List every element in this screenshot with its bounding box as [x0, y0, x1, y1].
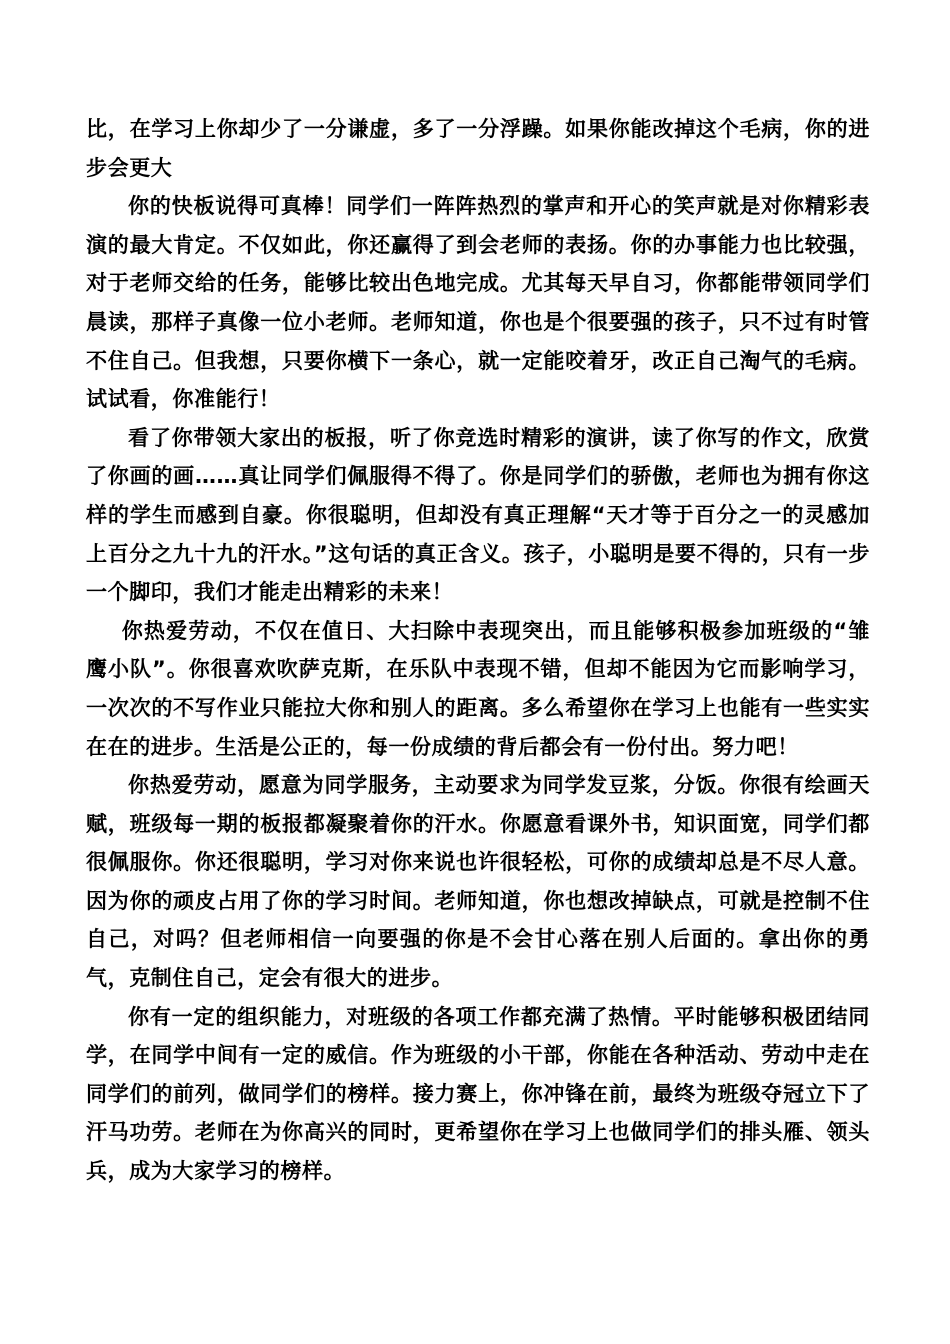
document-body [86, 110, 870, 1191]
paragraph-3: 看了你带领大家出的板报，听了你竞选时精彩的演讲，读了你写的作文，欣赏了你画的画……真让同学们佩服得不得了。你是同学们的骄傲，老师也为拥有你这样的学生而感到自豪。你很聪明，但却没有真正理解“天才等于百分之一的灵感加上百分之九十九的汗水。”这句话的真正含义。孩子，小聪明是要不得的，只有一步一个脚印，我们才能走出精彩的未来！ [86, 425, 870, 605]
paragraph-2: 你的快板说得可真棒！同学们一阵阵热烈的掌声和开心的笑声就是对你精彩表演的最大肯定。不仅如此，你还赢得了到会老师的表扬。你的办事能力也比较强，对于老师交给的任务，能够比较出色地完成。尤其每天早自习，你都能带领同学们晨读，那样子真像一位小老师。老师知道，你也是个很要强的孩子，只不过有时管不住自己。但我想，只要你横下一条心，就一定能咬着牙，改正自己淘气的毛病。试试看，你准能行！ [86, 194, 870, 412]
paragraph-5: 你热爱劳动，愿意为同学服务，主动要求为同学发豆浆，分饭。你很有绘画天赋，班级每一期的板报都凝聚着你的汗水。你愿意看课外书，知识面宽，同学们都很佩服你。你还很聪明，学习对你来说也许很轻松，可你的成绩却总是不尽人意。因为你的顽皮占用了你的学习时间。老师知道，你也想改掉缺点，可就是控制不住自己，对吗？但老师相信一向要强的你是不会甘心落在别人后面的。拿出你的勇气，克制住自己，定会有很大的进步。 [86, 773, 870, 991]
paragraph-6: 你有一定的组织能力，对班级的各项工作都充满了热情。平时能够积极团结同学，在同学中间有一定的威信。作为班级的小干部，你能在各种活动、劳动中走在同学们的前列，做同学们的榜样。接力赛上，你冲锋在前，最终为班级夺冠立下了汗马功劳。老师在为你高兴的同时，更希望你在学习上也做同学们的排头雁、领头兵，成为大家学习的榜样。 [86, 1004, 870, 1184]
paragraph-4: 你热爱劳动，不仅在值日、大扫除中表现突出，而且能够积极参加班级的“雏鹰小队”。你很喜欢吹萨克斯，在乐队中表现不错，但却不能因为它而影响学习，一次次的不写作业只能拉大你和别人的距离。多么希望你在学习上也能有一些实实在在的进步。生活是公正的，每一份成绩的背后都会有一份付出。努力吧！ [86, 618, 870, 759]
paragraph-1: 比，在学习上你却少了一分谦虚，多了一分浮躁。如果你能改掉这个毛病，你的进步会更大 [86, 117, 870, 180]
